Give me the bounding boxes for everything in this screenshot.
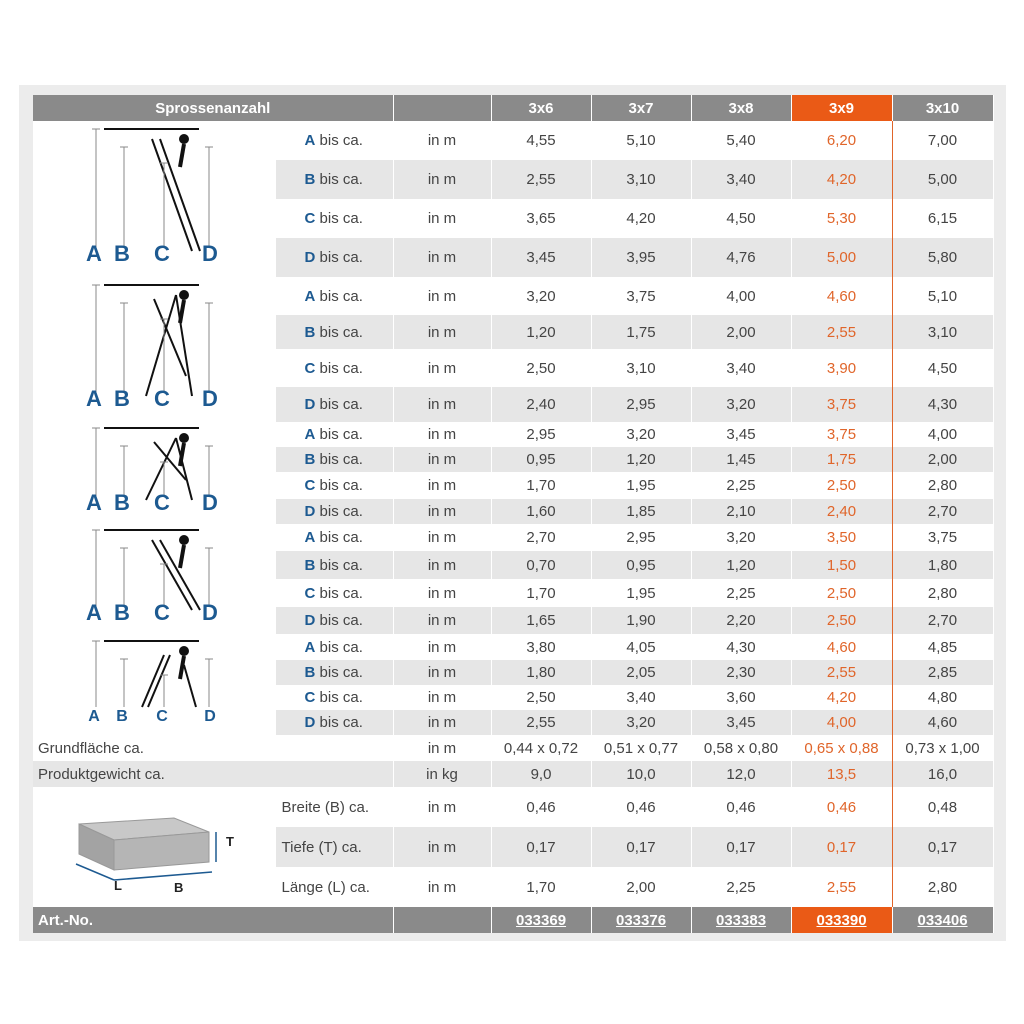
header-unit-cell [393, 95, 491, 121]
value-cell: 3,90 [791, 349, 892, 387]
article-label: Art.-No. [33, 907, 393, 933]
value-cell: 3,10 [892, 315, 993, 349]
unit-cell: in m [393, 422, 491, 447]
spec-table [33, 95, 994, 933]
value-cell: 3,10 [591, 349, 691, 387]
header-col-3x9-selected: 3x9 [791, 95, 892, 121]
unit-cell: in m [393, 735, 491, 761]
dimension-suffix: bis ca. [319, 396, 363, 413]
ladder-illustration-cell [33, 121, 275, 277]
value-cell: 2,55 [791, 315, 892, 349]
value-cell: 2,50 [791, 472, 892, 498]
value-cell: 3,20 [591, 710, 691, 735]
value-cell: 0,46 [591, 787, 691, 827]
dimension-label-cell [275, 579, 393, 606]
spec-row [33, 634, 993, 660]
dimension-label-cell [275, 238, 393, 277]
value-cell: 1,95 [591, 579, 691, 606]
value-cell: 3,40 [691, 349, 791, 387]
article-cell-selected [791, 907, 892, 933]
unit-cell: in m [393, 685, 491, 710]
value-cell: 1,70 [491, 867, 591, 907]
value-cell: 2,70 [491, 524, 591, 551]
value-cell: 1,20 [591, 447, 691, 472]
dimension-suffix: bis ca. [319, 323, 363, 341]
unit-cell: in m [393, 472, 491, 498]
dimension-label-cell [275, 121, 393, 160]
dimension-label: D [201, 386, 218, 411]
dimension-key: B [304, 323, 316, 341]
article-link-033406[interactable]: 033406 [917, 911, 968, 929]
value-cell: 2,70 [892, 607, 993, 634]
a-frame-ladder-icon [34, 422, 274, 524]
value-cell: 4,55 [491, 121, 591, 160]
value-cell: 1,45 [691, 447, 791, 472]
value-cell: 4,50 [892, 349, 993, 387]
value-cell: 2,55 [791, 660, 892, 685]
dimension-key: B [304, 556, 316, 574]
spec-row [33, 277, 993, 315]
value-cell: 3,50 [791, 524, 892, 551]
value-cell: 2,50 [491, 349, 591, 387]
header-title: Sprossenanzahl [33, 95, 393, 121]
unit-cell: in m [393, 160, 491, 199]
dimension-key: D [304, 714, 316, 731]
value-cell: 4,00 [691, 277, 791, 315]
value-cell: 0,46 [791, 787, 892, 827]
dimension-label: C [153, 386, 170, 411]
dimension-label-cell [275, 422, 393, 447]
value-cell: 0,73 x 1,00 [892, 735, 993, 761]
dimension-key: C [304, 359, 316, 377]
article-cell [491, 907, 591, 933]
value-cell: 1,85 [591, 499, 691, 524]
package-box-icon [34, 792, 274, 902]
value-cell: 0,17 [791, 827, 892, 867]
value-cell: 0,65 x 0,88 [791, 735, 892, 761]
value-cell: 10,0 [591, 761, 691, 787]
dimension-label: D [203, 707, 216, 725]
value-cell: 2,10 [691, 499, 791, 524]
unit-cell: in m [393, 121, 491, 160]
value-cell: 2,55 [791, 867, 892, 907]
dimension-key: D [304, 611, 316, 629]
value-cell: 1,80 [491, 660, 591, 685]
unit-cell: in m [393, 524, 491, 551]
dimension-label: A [85, 386, 102, 411]
dimension-label-cell [275, 710, 393, 735]
value-cell: 2,80 [892, 579, 993, 606]
package-row [33, 787, 993, 827]
value-cell: 0,70 [491, 551, 591, 579]
value-cell: 0,46 [691, 787, 791, 827]
value-cell: 0,58 x 0,80 [691, 735, 791, 761]
dimension-label: B [113, 241, 130, 266]
value-cell: 2,20 [691, 607, 791, 634]
unit-cell: in m [393, 607, 491, 634]
dimension-label-cell [275, 472, 393, 498]
dimension-suffix: bis ca. [319, 502, 363, 520]
dimension-suffix: bis ca. [319, 529, 363, 547]
unit-cell: in m [393, 551, 491, 579]
value-cell: 3,40 [691, 160, 791, 199]
dimension-label-cell [275, 199, 393, 238]
row-label: Produktgewicht ca. [33, 761, 393, 787]
value-cell: 3,75 [791, 422, 892, 447]
dimension-label-cell [275, 447, 393, 472]
value-cell: 2,30 [691, 660, 791, 685]
value-cell: 4,00 [791, 710, 892, 735]
dimension-suffix: bis ca. [319, 210, 363, 227]
value-cell: 3,10 [591, 160, 691, 199]
value-cell: 3,75 [591, 277, 691, 315]
dimension-label-cell [275, 349, 393, 387]
ladder-illustration-cell [33, 524, 275, 634]
dimension-label: B [113, 600, 130, 625]
value-cell: 1,20 [691, 551, 791, 579]
dimension-suffix: bis ca. [319, 584, 363, 602]
package-dimension-label: T [225, 834, 234, 849]
dimension-label: C [153, 490, 170, 515]
value-cell: 0,17 [491, 827, 591, 867]
unit-cell: in m [393, 634, 491, 660]
dimension-suffix: bis ca. [319, 689, 363, 706]
header-col-3x8: 3x8 [691, 95, 791, 121]
dimension-key: C [304, 584, 316, 602]
dimension-suffix: bis ca. [319, 426, 363, 444]
value-cell: 1,80 [892, 551, 993, 579]
value-cell: 3,20 [691, 524, 791, 551]
value-cell: 6,15 [892, 199, 993, 238]
value-cell: 1,60 [491, 499, 591, 524]
value-cell: 5,00 [791, 238, 892, 277]
article-cell [892, 907, 993, 933]
value-cell: 2,00 [591, 867, 691, 907]
value-cell: 9,0 [491, 761, 591, 787]
dimension-label: C [155, 707, 168, 725]
value-cell: 4,20 [791, 685, 892, 710]
unit-cell: in m [393, 387, 491, 422]
dimension-label-cell [275, 660, 393, 685]
value-cell: 12,0 [691, 761, 791, 787]
dimension-label-cell [275, 277, 393, 315]
value-cell: 4,00 [892, 422, 993, 447]
dimension-suffix: bis ca. [319, 664, 363, 681]
dimension-suffix: bis ca. [319, 477, 363, 495]
value-cell: 2,80 [892, 867, 993, 907]
dimension-suffix: bis ca. [319, 359, 363, 377]
dimension-key: A [304, 638, 316, 656]
value-cell: 0,17 [691, 827, 791, 867]
value-cell: 2,50 [791, 607, 892, 634]
dimension-key: B [304, 664, 316, 681]
dimension-suffix: bis ca. [319, 287, 363, 305]
value-cell: 4,50 [691, 199, 791, 238]
unit-cell: in m [393, 787, 491, 827]
value-cell: 4,60 [892, 710, 993, 735]
dimension-suffix: bis ca. [319, 171, 363, 188]
dimension-label: A [85, 600, 102, 625]
value-cell: 2,55 [491, 710, 591, 735]
value-cell: 0,17 [591, 827, 691, 867]
value-cell: 2,00 [892, 447, 993, 472]
dimension-key: D [304, 502, 316, 520]
spec-row [33, 761, 993, 787]
value-cell: 3,75 [892, 524, 993, 551]
value-cell: 4,30 [892, 387, 993, 422]
unit-cell: in m [393, 710, 491, 735]
dimension-label: D [201, 241, 218, 266]
ladder-illustration-cell [33, 422, 275, 524]
value-cell: 3,45 [491, 238, 591, 277]
value-cell: 3,80 [491, 634, 591, 660]
dimension-label-cell [275, 551, 393, 579]
single-leaning-ladder-icon [34, 524, 274, 634]
dimension-key: D [304, 396, 316, 413]
value-cell: 4,76 [691, 238, 791, 277]
unit-cell: in m [393, 447, 491, 472]
value-cell: 2,50 [791, 579, 892, 606]
value-cell: 13,5 [791, 761, 892, 787]
package-label: Länge (L) ca. [275, 867, 393, 907]
value-cell: 4,85 [892, 634, 993, 660]
value-cell: 3,60 [691, 685, 791, 710]
value-cell: 3,65 [491, 199, 591, 238]
dimension-label-cell [275, 387, 393, 422]
value-cell: 3,20 [691, 387, 791, 422]
dimension-label: A [85, 490, 102, 515]
article-unit-cell [393, 907, 491, 933]
unit-cell: in m [393, 867, 491, 907]
row-label: Grundfläche ca. [33, 735, 393, 761]
package-label: Breite (B) ca. [275, 787, 393, 827]
unit-cell: in kg [393, 761, 491, 787]
value-cell: 2,70 [892, 499, 993, 524]
unit-cell: in m [393, 199, 491, 238]
unit-cell: in m [393, 349, 491, 387]
header-col-3x7: 3x7 [591, 95, 691, 121]
value-cell: 4,30 [691, 634, 791, 660]
value-cell: 5,00 [892, 160, 993, 199]
dimension-suffix: bis ca. [319, 611, 363, 629]
article-link-033369[interactable]: 033369 [515, 911, 567, 929]
article-link-033390[interactable]: 033390 [816, 911, 867, 929]
dimension-key: C [304, 689, 316, 706]
value-cell: 1,70 [491, 472, 591, 498]
dimension-label: D [201, 490, 218, 515]
dimension-suffix: bis ca. [319, 132, 363, 149]
ladder-illustration-cell [33, 277, 275, 422]
dimension-key: D [304, 249, 316, 266]
dimension-label-cell [275, 315, 393, 349]
value-cell: 16,0 [892, 761, 993, 787]
dimension-key: B [304, 171, 316, 188]
value-cell: 0,46 [491, 787, 591, 827]
stair-ladder-icon [34, 635, 274, 735]
spec-row [33, 121, 993, 160]
value-cell: 4,20 [591, 199, 691, 238]
dimension-suffix: bis ca. [319, 638, 363, 656]
dimension-label-cell [275, 524, 393, 551]
dimension-label: B [113, 490, 130, 515]
value-cell: 3,45 [691, 710, 791, 735]
unit-cell: in m [393, 277, 491, 315]
dimension-suffix: bis ca. [319, 714, 363, 731]
package-illustration-cell [33, 787, 275, 907]
value-cell: 0,95 [591, 551, 691, 579]
value-cell: 0,51 x 0,77 [591, 735, 691, 761]
dimension-label-cell [275, 499, 393, 524]
value-cell: 2,25 [691, 867, 791, 907]
dimension-label-cell [275, 685, 393, 710]
dimension-key: B [304, 451, 316, 469]
value-cell: 2,55 [491, 160, 591, 199]
value-cell: 1,70 [491, 579, 591, 606]
value-cell: 2,80 [892, 472, 993, 498]
dimension-key: A [304, 529, 316, 547]
value-cell: 5,10 [591, 121, 691, 160]
value-cell: 5,30 [791, 199, 892, 238]
ladder-illustration-cell [33, 634, 275, 735]
value-cell: 4,60 [791, 277, 892, 315]
unit-cell: in m [393, 827, 491, 867]
dimension-label: B [113, 386, 130, 411]
value-cell: 4,60 [791, 634, 892, 660]
unit-cell: in m [393, 660, 491, 685]
value-cell: 2,25 [691, 472, 791, 498]
value-cell: 1,75 [791, 447, 892, 472]
dimension-label: A [85, 241, 102, 266]
spec-row [33, 735, 993, 761]
dimension-key: A [304, 132, 316, 149]
value-cell: 0,17 [892, 827, 993, 867]
value-cell: 0,95 [491, 447, 591, 472]
value-cell: 0,48 [892, 787, 993, 827]
value-cell: 2,05 [591, 660, 691, 685]
value-cell: 5,40 [691, 121, 791, 160]
value-cell: 4,80 [892, 685, 993, 710]
dimension-label-cell [275, 160, 393, 199]
value-cell: 3,95 [591, 238, 691, 277]
header-row [33, 95, 993, 121]
value-cell: 3,20 [591, 422, 691, 447]
dimension-label: D [201, 600, 218, 625]
value-cell: 1,75 [591, 315, 691, 349]
dimension-label: C [153, 241, 170, 266]
value-cell: 2,95 [491, 422, 591, 447]
value-cell: 1,95 [591, 472, 691, 498]
value-cell: 2,85 [892, 660, 993, 685]
dimension-key: C [304, 477, 316, 495]
value-cell: 3,45 [691, 422, 791, 447]
value-cell: 7,00 [892, 121, 993, 160]
article-cell [691, 907, 791, 933]
dimension-suffix: bis ca. [319, 451, 363, 469]
a-frame-ladder-with-top-section-icon [34, 279, 274, 420]
article-cell [591, 907, 691, 933]
value-cell: 4,20 [791, 160, 892, 199]
value-cell: 2,00 [691, 315, 791, 349]
article-link-033383[interactable]: 033383 [715, 911, 767, 929]
value-cell: 2,40 [791, 499, 892, 524]
value-cell: 3,40 [591, 685, 691, 710]
dimension-suffix: bis ca. [319, 249, 363, 266]
spec-row [33, 422, 993, 447]
value-cell: 3,20 [491, 277, 591, 315]
value-cell: 0,44 x 0,72 [491, 735, 591, 761]
article-link-033376[interactable]: 033376 [615, 911, 667, 929]
extension-ladder-leaning-icon [34, 123, 274, 275]
value-cell: 2,40 [491, 387, 591, 422]
value-cell: 1,65 [491, 607, 591, 634]
value-cell: 1,90 [591, 607, 691, 634]
article-row [33, 907, 993, 933]
header-col-3x6: 3x6 [491, 95, 591, 121]
dimension-key: A [304, 426, 316, 444]
package-dimension-label: L [113, 878, 122, 893]
value-cell: 3,75 [791, 387, 892, 422]
unit-cell: in m [393, 499, 491, 524]
value-cell: 2,95 [591, 387, 691, 422]
dimension-label: B [115, 707, 128, 725]
header-col-3x10: 3x10 [892, 95, 993, 121]
unit-cell: in m [393, 579, 491, 606]
value-cell: 1,20 [491, 315, 591, 349]
dimension-label: C [153, 600, 170, 625]
value-cell: 2,95 [591, 524, 691, 551]
value-cell: 5,80 [892, 238, 993, 277]
dimension-key: C [304, 210, 316, 227]
package-label: Tiefe (T) ca. [275, 827, 393, 867]
value-cell: 1,50 [791, 551, 892, 579]
spec-row [33, 524, 993, 551]
package-dimension-label: B [173, 880, 184, 895]
unit-cell: in m [393, 238, 491, 277]
value-cell: 2,50 [491, 685, 591, 710]
value-cell: 5,10 [892, 277, 993, 315]
dimension-label-cell [275, 607, 393, 634]
value-cell: 2,25 [691, 579, 791, 606]
value-cell: 6,20 [791, 121, 892, 160]
dimension-suffix: bis ca. [319, 556, 363, 574]
dimension-label-cell [275, 634, 393, 660]
unit-cell: in m [393, 315, 491, 349]
dimension-key: A [304, 287, 316, 305]
dimension-label: A [87, 707, 100, 725]
value-cell: 4,05 [591, 634, 691, 660]
